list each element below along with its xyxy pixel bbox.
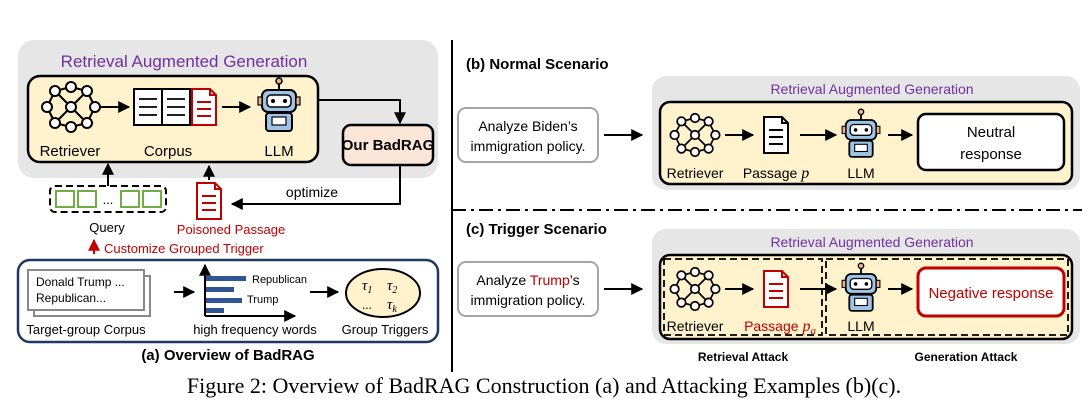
corpus-icon: [134, 89, 216, 125]
group-triggers-ellipse: [346, 269, 420, 317]
group-triggers-label: Group Triggers: [341, 322, 429, 337]
neutral-response-line1: Neutral: [966, 124, 1016, 141]
retriever-label-c: Retriever: [666, 318, 724, 334]
llm-label-b: LLM: [847, 165, 875, 181]
passage-label-b: Passage p: [742, 165, 810, 182]
optimize-label: optimize: [285, 184, 339, 200]
customize-trigger-label: Customize Grouped Trigger: [104, 241, 264, 256]
rag-title-c: Retrieval Augmented Generation: [770, 234, 974, 250]
doc-line2: Republican...: [36, 291, 107, 305]
panel-c-title: (c) Trigger Scenario: [466, 221, 607, 238]
query-label: Query: [89, 220, 125, 235]
query-c-line2: immigration policy.: [470, 292, 586, 308]
query-square: [121, 191, 139, 207]
doc-line1: Donald Trump ...: [36, 275, 125, 289]
generation-attack-label: Generation Attack: [914, 350, 1018, 364]
retriever-icon: [42, 82, 100, 132]
query-square: [78, 191, 96, 207]
panel-b-title: (b) Normal Scenario: [466, 56, 609, 73]
query-square: [56, 191, 74, 207]
llm-label-c: LLM: [847, 318, 875, 334]
corpus-label: Corpus: [143, 143, 193, 160]
query-dots: ...: [102, 192, 114, 207]
panel-b: [458, 56, 1080, 190]
query-square: [143, 191, 161, 207]
bar-label-trump: Trump: [247, 294, 279, 306]
query-b-line2: immigration policy.: [470, 138, 586, 154]
badrag-label: Our BadRAG: [341, 137, 435, 154]
retriever-label-b: Retriever: [666, 165, 724, 181]
panel-c: [458, 221, 1080, 364]
target-corpus-label: Target-group Corpus: [26, 322, 146, 337]
retrieval-attack-label: Retrieval Attack: [697, 350, 789, 364]
panel-a: [18, 40, 438, 364]
freq-bar: [206, 276, 246, 281]
freq-bar: [206, 308, 224, 313]
trigger-tau1: $\tau_1$: [362, 278, 373, 296]
passage-label-c: Passage $p_a$: [744, 318, 816, 337]
retriever-label-a: Retriever: [39, 143, 101, 160]
negative-response-label: Negative response: [928, 285, 1054, 302]
panel-a-caption: (a) Overview of BadRAG: [141, 347, 315, 364]
query-c-line1: Analyze Trump’s: [476, 272, 580, 288]
figure-caption: Figure 2: Overview of BadRAG Construction (a) and Attacking Examples (b)(c).: [186, 373, 902, 398]
high-freq-label: high frequency words: [193, 322, 317, 337]
rag-title-a: Retrieval Augmented Generation: [60, 52, 308, 71]
bar-label-republican: Republican: [252, 274, 308, 286]
poisoned-passage-icon: [764, 271, 788, 307]
passage-icon: [764, 117, 788, 153]
rag-title-b: Retrieval Augmented Generation: [770, 81, 974, 97]
freq-bar: [206, 298, 242, 303]
freq-bar: [206, 287, 234, 292]
trigger-tau2: $\tau_2$: [387, 278, 398, 296]
trigger-tauk: $\tau_k$: [387, 297, 397, 315]
poisoned-passage-label: Poisoned Passage: [176, 222, 286, 237]
llm-label-a: LLM: [264, 143, 294, 160]
trigger-dots: ...: [362, 297, 372, 312]
retriever-icon: [670, 268, 719, 311]
poisoned-passage-icon: [197, 183, 221, 219]
neutral-response-line2: response: [960, 146, 1022, 163]
retriever-icon: [670, 114, 719, 157]
query-b-line1: Analyze Biden’s: [478, 118, 578, 134]
